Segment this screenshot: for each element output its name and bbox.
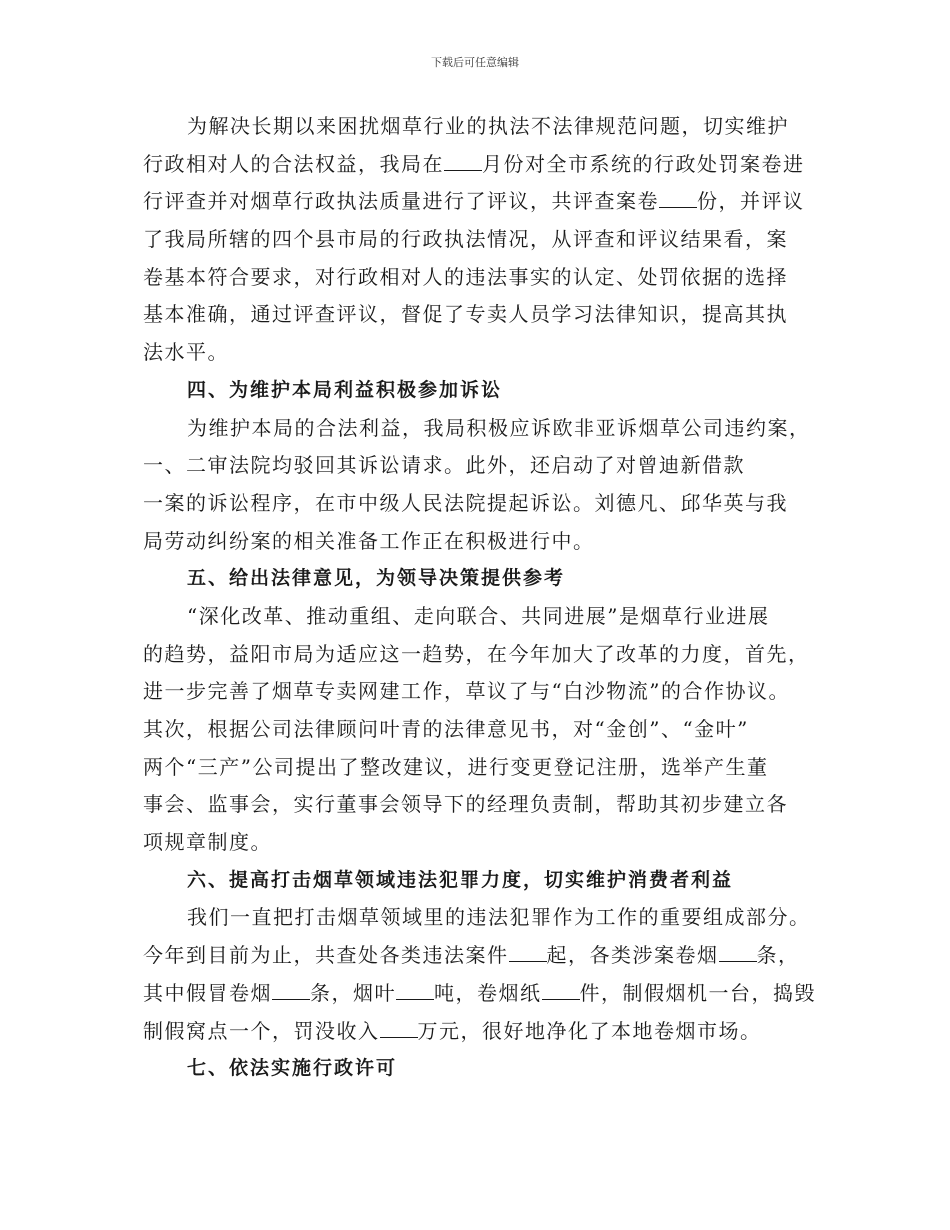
text-line: 一、二审法院均驳回其诉讼请求。此外，还启动了对曾迪新借款	[143, 453, 745, 478]
section-heading	[143, 1050, 811, 1088]
text-line: 一案的诉讼程序，在市中级人民法院提起诉讼。刘德凡、邱华英与我	[143, 490, 788, 515]
text-line: 今年到目前为止，共查处各类违法案件 起，各类涉案卷烟 条，	[143, 943, 800, 968]
section-heading	[143, 862, 811, 900]
fill-blank	[659, 189, 697, 208]
text-line: 的趋势，益阳市局为适应这一趋势，在今年加大了改革的力度，首先，	[143, 641, 810, 666]
fill-blank	[542, 981, 580, 1000]
fill-blank	[272, 981, 310, 1000]
text-line: 为维护本局的合法利益，我局积极应诉欧非亚诉烟草公司违约案，	[187, 415, 811, 440]
text-line: 其次，根据公司法律顾问叶青的法律意见书，对“金创”、“金叶”	[143, 717, 749, 741]
fill-blank	[509, 943, 547, 962]
heading-line: 五、给出法律意见，为领导决策提供参考	[187, 567, 566, 590]
text-line: 两个“三产”公司提出了整改建议，进行变更登记注册，选举产生董	[143, 754, 769, 779]
section-heading	[143, 372, 811, 410]
text-line: 进一步完善了烟草专卖网建工作，草议了与“白沙物流”的合作协议。	[143, 679, 790, 704]
text-line: 其中假冒卷烟 条，烟叶 吨，卷烟纸 件，制假烟机一台，捣毁	[143, 980, 816, 1005]
text-line: 我们一直把打击烟草领域里的违法犯罪作为工作的重要组成部分。	[187, 905, 811, 930]
document-body	[143, 108, 816, 1088]
text-line: 制假窝点一个，罚没收入 万元，很好地净化了本地卷烟市场。	[143, 1018, 762, 1043]
paragraph	[143, 598, 811, 862]
fill-blank	[380, 1019, 418, 1038]
text-line: 基本准确，通过评查评议，督促了专卖人员学习法律知识，提高其执	[143, 302, 788, 327]
text-line: “深化改革、推动重组、走向联合、共同进展”是烟草行业进展	[187, 603, 770, 628]
text-line: 卷基本符合要求，对行政相对人的违法事实的认定、处罚依据的选择	[143, 264, 788, 289]
paragraph	[143, 108, 811, 372]
heading-line: 四、为维护本局利益积极参加诉讼	[187, 378, 503, 401]
heading-line: 七、依法实施行政许可	[187, 1057, 398, 1080]
section-heading	[143, 560, 811, 598]
text-line: 事会、监事会，实行董事会领导下的经理负责制，帮助其初步建立各	[143, 792, 788, 817]
paragraph	[143, 410, 811, 561]
text-line: 了我局所辖的四个县市局的行政执法情况，从评查和评议结果看，案	[143, 227, 788, 252]
fill-blank	[396, 981, 434, 1000]
page-header: 下载后可任意编辑	[431, 56, 519, 69]
paragraph	[143, 899, 816, 1050]
text-line: 项规章制度。	[143, 830, 272, 855]
heading-line: 六、提高打击烟草领域违法犯罪力度，切实维护消费者利益	[187, 868, 734, 891]
fill-blank	[719, 943, 757, 962]
text-line: 行政相对人的合法权益，我局在 月份对全市系统的行政处罚案卷进	[143, 151, 805, 176]
text-line: 为解决长期以来困扰烟草行业的执法不法律规范问题，切实维护	[187, 114, 789, 138]
text-line: 法水平。	[143, 340, 229, 365]
text-line: 局劳动纠纷案的相关准备工作正在积极进行中。	[143, 528, 595, 553]
text-line: 行评查并对烟草行政执法质量进行了评议，共评查案卷 份，并评议	[143, 189, 805, 214]
fill-blank	[444, 152, 482, 171]
